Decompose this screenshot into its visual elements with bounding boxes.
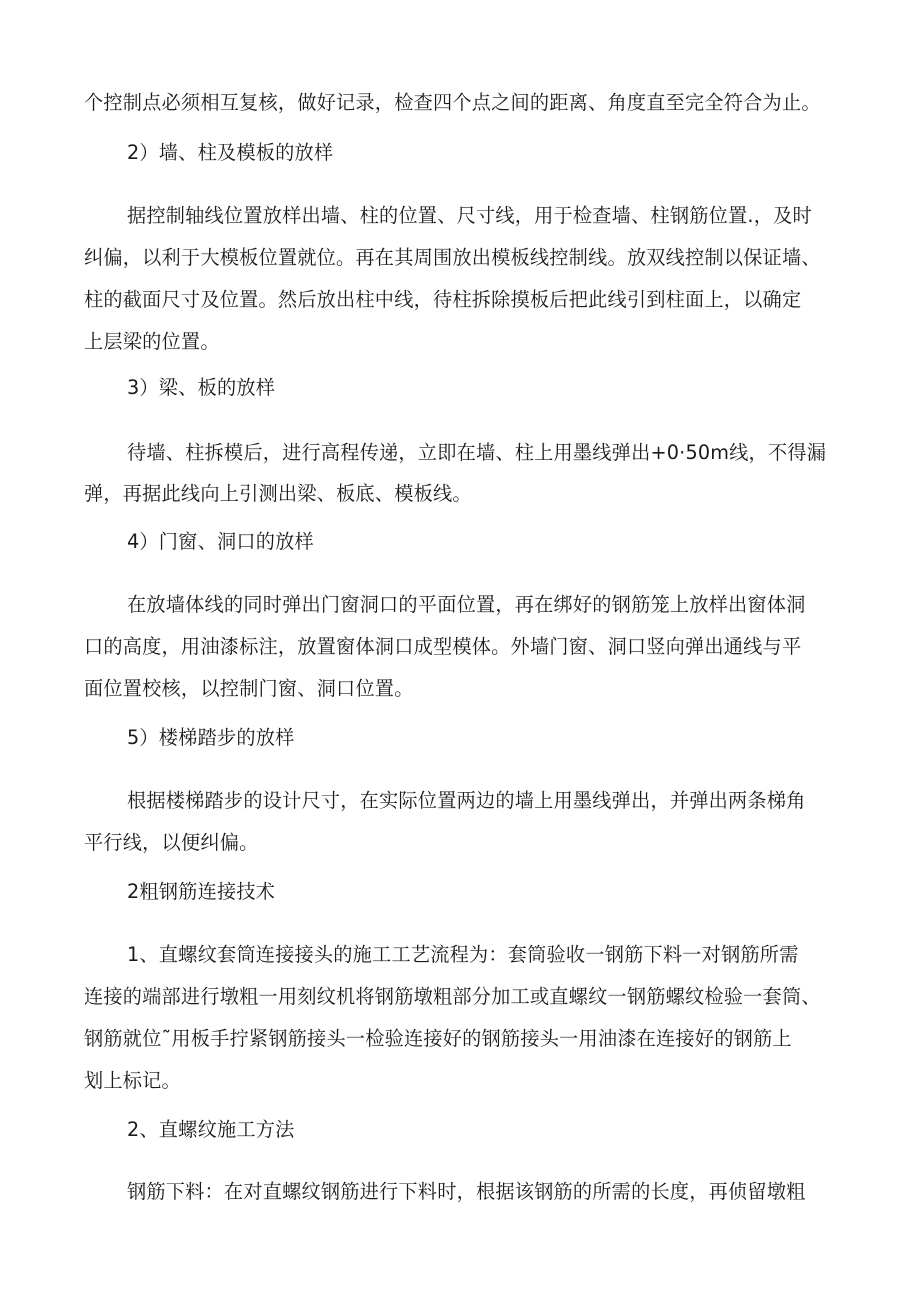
- paragraph-line: 面位置校核，以控制门窗、洞口位置。: [84, 677, 414, 700]
- heading-beam-slab: 3）梁、板的放样: [127, 376, 276, 399]
- heading-door-window: 4）门窗、洞口的放样: [127, 530, 314, 553]
- paragraph-line: 弹，再据此线向上引测出梁、板底、模板线。: [84, 482, 472, 505]
- heading-rebar-connection: 2粗钢筋连接技术: [127, 880, 276, 903]
- paragraph-line: 纠偏，以利于大模板位置就位。再在其周围放出模板线控制线。放双线控制以保证墙、: [84, 246, 821, 269]
- paragraph-line: 钢筋就位˜用板手拧紧钢筋接头一检验连接好的钢筋接头一用油漆在连接好的钢筋上: [84, 1027, 792, 1050]
- paragraph-line: 据控制轴线位置放样出墙、柱的位置、尺寸线，用于检查墙、柱钢筋位置.，及时: [127, 204, 812, 227]
- paragraph-line: 待墙、柱拆模后，进行高程传递，立即在墙、柱上用墨线弹出+0·50m线，不得漏: [127, 441, 827, 464]
- paragraph-line: 柱的截面尺寸及位置。然后放出柱中线，待柱拆除摸板后把此线引到柱面上，以确定: [84, 288, 802, 311]
- heading-stair-steps: 5）楼梯踏步的放样: [127, 726, 295, 749]
- paragraph-line: 1、直螺纹套筒连接接头的施工工艺流程为：套筒验收一钢筋下料一对钢筋所需: [127, 943, 799, 966]
- paragraph-line: 口的高度，用油漆标注，放置窗体洞口成型模体。外墙门窗、洞口竖向弹出通线与平: [84, 635, 802, 658]
- paragraph-line: 钢筋下料：在对直螺纹钢筋进行下料时，根据该钢筋的所需的长度，再侦留墩粗: [127, 1180, 806, 1203]
- paragraph-line: 根据楼梯踏步的设计尺寸，在实际位置两边的墙上用墨线弹出，并弹出两条梯角: [127, 789, 806, 812]
- paragraph-line: 平行线，以便纠偏。: [84, 831, 259, 854]
- paragraph-line: 连接的端部进行墩粗一用刻纹机将钢筋墩粗部分加工或直螺纹一钢筋螺纹检验一套筒、: [84, 985, 821, 1008]
- paragraph-line: 个控制点必须相互复核，做好记录，检查四个点之间的距离、角度直至完全符合为止。: [84, 91, 821, 114]
- heading-wall-column-formwork: 2）墙、柱及模板的放样: [127, 141, 334, 164]
- paragraph-line: 上层梁的位置。: [84, 330, 220, 353]
- paragraph-line: 在放墙体线的同时弹出门窗洞口的平面位置，再在绑好的钢筋笼上放样出窗体洞: [127, 593, 806, 616]
- paragraph-line: 划上标记。: [84, 1069, 181, 1092]
- heading-straight-thread-method: 2、直螺纹施工方法: [127, 1118, 295, 1141]
